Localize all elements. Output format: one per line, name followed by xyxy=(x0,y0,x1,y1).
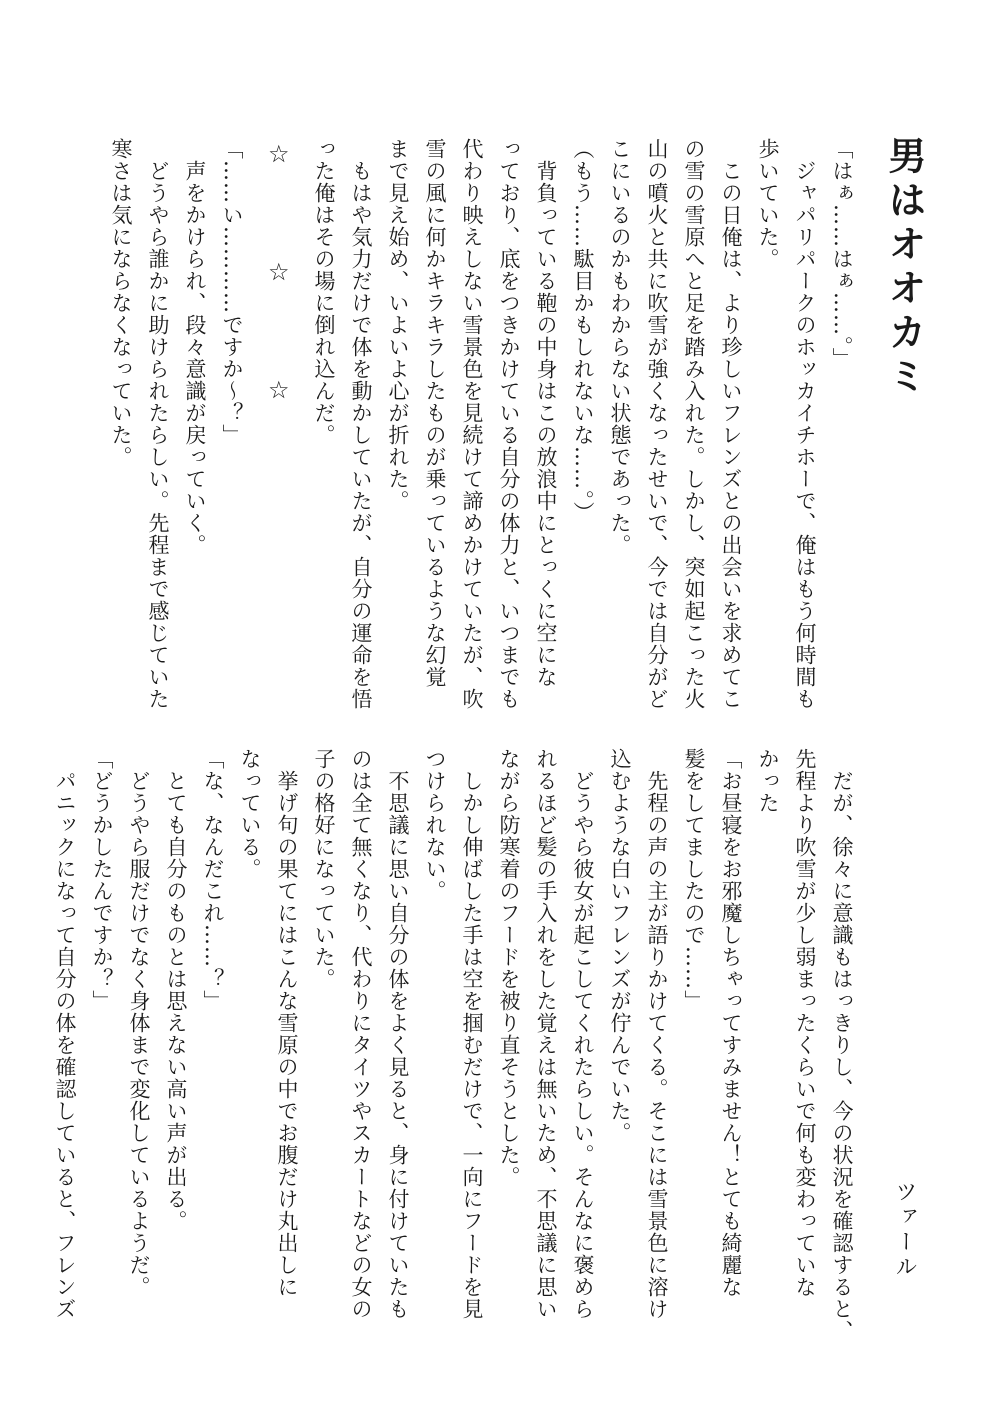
text-line: 先程の声の主が語りかけてくる。そこには雪景色に溶け xyxy=(645,748,669,1320)
text-line: 「な、なんだこれ……？」 xyxy=(201,748,225,1012)
text-line: 声をかけられ、段々意識が戻っていく。 xyxy=(183,138,207,556)
text-block-transformation xyxy=(46,748,860,1342)
text-line: かった xyxy=(756,748,780,814)
text-line: 「はぁ……はぁ……。」 xyxy=(830,138,854,370)
story-title: 男はオオカミ xyxy=(882,136,926,400)
author-name: ツァール xyxy=(892,1180,917,1280)
text-line: この日俺は、より珍しいフレンズとの出会いを求めてこ xyxy=(719,138,743,710)
text-line: のは全て無くなり、代わりにタイツやスカートなどの女の xyxy=(349,748,373,1320)
text-line: 不思議に思い自分の体をよく見ると、身に付けていたも xyxy=(386,748,410,1320)
text-block-awakening xyxy=(102,138,250,710)
text-block-opening xyxy=(305,138,860,710)
text-line: どうやら誰かに助けられたらしい。先程まで感じていた xyxy=(146,138,170,710)
scene-break-stars xyxy=(260,140,300,410)
text-line: 込むような白いフレンズが佇んでいた。 xyxy=(608,748,632,1144)
text-line: 「……い…………ですか～？」 xyxy=(220,138,244,446)
text-line: 「お昼寝をお邪魔しちゃってすみません！とても綺麗な xyxy=(719,748,743,1298)
star-icon: ☆ xyxy=(268,258,290,286)
text-line: っており、底をつきかけている自分の体力と、いつまでも xyxy=(497,138,521,710)
text-line: もはや気力だけで体を動かしていたが、自分の運命を悟 xyxy=(349,138,373,710)
text-line: 寒さは気にならなくなっていた。 xyxy=(109,138,133,468)
text-line: 「どうかしたんですか？」 xyxy=(90,748,114,1012)
text-line: 代わり映えしない雪景色を見続けて諦めかけていたが、吹 xyxy=(460,138,484,710)
text-line: 子の格好になっていた。 xyxy=(312,748,336,990)
text-line: 髪をしてましたので……」 xyxy=(682,748,706,1012)
text-line: 先程より吹雪が少し弱まったくらいで何も変わっていな xyxy=(793,748,817,1298)
text-line: とても自分のものとは思えない高い声が出る。 xyxy=(164,748,188,1232)
text-line: こにいるのかもわからない状態であった。 xyxy=(608,138,632,556)
text-line: しかし伸ばした手は空を掴むだけで、一向にフードを見 xyxy=(460,748,484,1320)
text-line: まで見え始め、いよいよ心が折れた。 xyxy=(386,138,410,512)
text-line: どうやら彼女が起こしてくれたらしい。そんなに褒めら xyxy=(571,748,595,1320)
text-line: ジャパリパークのホッカイチホーで、俺はもう何時間も xyxy=(793,138,817,710)
text-line: （もう……駄目かもしれないな……。） xyxy=(571,138,595,524)
text-line: なっている。 xyxy=(238,748,262,880)
text-line: ながら防寒着のフードを被り直そうとした。 xyxy=(497,748,521,1188)
star-icon: ☆ xyxy=(268,140,290,168)
text-line: パニックになって自分の体を確認していると、フレンズ xyxy=(53,748,77,1320)
text-line: 雪の風に何かキラキラしたものが乗っているような幻覚 xyxy=(423,138,447,688)
text-line: 歩いていた。 xyxy=(756,138,780,270)
text-line: 挙げ句の果てにはこんな雪原の中でお腹だけ丸出しに xyxy=(275,748,299,1298)
text-line: どうやら服だけでなく身体まで変化しているようだ。 xyxy=(127,748,151,1298)
text-line: の雪の雪原へと足を踏み入れた。しかし、突如起こった火 xyxy=(682,138,706,710)
text-line: った俺はその場に倒れ込んだ。 xyxy=(312,138,336,446)
star-icon: ☆ xyxy=(268,376,290,404)
text-line: だが、徐々に意識もはっきりし、今の状況を確認すると、 xyxy=(830,748,854,1342)
text-line: 背負っている鞄の中身はこの放浪中にとっくに空にな xyxy=(534,138,558,688)
text-line: 山の噴火と共に吹雪が強くなったせいで、今では自分がど xyxy=(645,138,669,710)
text-line: つけられない。 xyxy=(423,748,447,902)
text-line: れるほど髪の手入れをした覚えは無いため、不思議に思い xyxy=(534,748,558,1320)
